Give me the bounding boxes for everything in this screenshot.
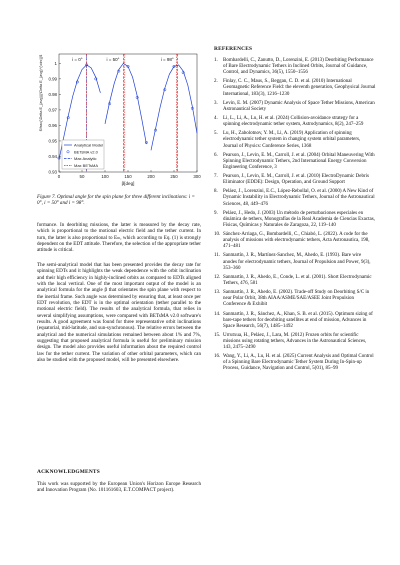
x-tick-label: 100 bbox=[101, 174, 109, 179]
x-tick-label: 150 bbox=[124, 174, 132, 179]
references-list bbox=[214, 58, 376, 376]
reference-number: 16. bbox=[214, 354, 221, 360]
reference-number: 15. bbox=[214, 332, 221, 338]
reference-item bbox=[214, 189, 376, 207]
reference-number: 2. bbox=[214, 79, 218, 85]
y-tick-label: 1 bbox=[54, 60, 57, 66]
reference-number: 6. bbox=[214, 152, 218, 158]
acknowledgments-heading: ACKNOWLEDGMENTS bbox=[37, 469, 100, 475]
reference-item bbox=[214, 354, 376, 372]
inclination-annotation: i = 98° bbox=[160, 57, 174, 62]
reference-item bbox=[214, 58, 376, 76]
reference-text: Bombardelli, C., Zanutto, D., Lorenzini, E. (2013) Deorbiting Performance of Bare Electrodynamic Tethers in Inclined Orbits, Journal of Guidance, Control, and Dynamics, 36(5), 1550–1556 bbox=[223, 58, 374, 76]
legend-label: Analytical Model bbox=[74, 142, 104, 148]
acknowledgments-text: This work was supported by the European Union's Horizon Europe Research and Innovation Program (No. 101161603, E.T.COMPACT project). bbox=[37, 481, 201, 494]
reference-item bbox=[214, 131, 376, 149]
reference-item bbox=[214, 232, 376, 250]
y-tick-label: 0.99 bbox=[48, 76, 57, 82]
reference-item bbox=[214, 253, 376, 271]
reference-text: Levin, E. M. (2007) Dynamic Analysis of Space Tether Missions, American Astronautical Society bbox=[223, 100, 375, 112]
reference-text: Sanmartín, J. R., Ahedo, E., Conde, L. et al. (2001). Short Electrodynamic Tethers, 476, 581 bbox=[223, 274, 372, 286]
paragraph-1: formance. In deorbiting missions, the latter is measured by the decay rate, which is proportional to the motional electric field and the tether current. In turn, the latter is also proportional to Eₘ, which according to Eq. (1) is strongly dependent on the EDT attitude. Therefore, the selection of the appropriate tether attitude is critical. bbox=[37, 222, 201, 254]
reference-number: 3. bbox=[214, 100, 218, 106]
reference-number: 8. bbox=[214, 189, 218, 195]
reference-text: Sánchez-Arriaga, G., Bombardelli, C., Chiabó, L. (2022). A code for the analysis of missions with electrodynamic tethers, Acta Astronautica, 198, 471–481 bbox=[223, 232, 370, 250]
reference-text: Sanmartín, J. R., Martínez-Sanchez, M., Ahedo, E. (1993). Bare wire anodes for electrodynamic tethers, Journal of Propulsion and Power, 9(3), 353–360 bbox=[223, 253, 371, 271]
y-tick-label: 0.96 bbox=[48, 122, 57, 128]
reference-text: Lu, H., Zabolotnov, Y. M., Li, A. (2019) Application of spinning electrodynamic tether system in changing system orbital parameters, Journal of Physics: Conference Series, 1368 bbox=[223, 131, 361, 149]
reference-item bbox=[214, 79, 376, 97]
y-tick-label: 0.93 bbox=[48, 169, 57, 175]
reference-item bbox=[214, 333, 376, 351]
x-tick-label: 50 bbox=[79, 174, 85, 179]
legend-label: Max BETsMA bbox=[74, 162, 99, 168]
x-tick-label: 250 bbox=[170, 174, 178, 179]
reference-text: Finlay, C. C., Maus, S., Beggan, C. D. et al. (2010) International Geomagnetic Reference Field: the eleventh generation, Geophysical Journal International, 183(3), 1216–1230 bbox=[223, 79, 376, 97]
paragraph-2: The semi-analytical model that has been presented provides the decay rate for spinning EDTs and it highlights the weak dependence with the orbit inclination and their high efficiency in highly-inclined orbits as compared to EDTs aligned with the local vertical. One of the most important output of the model is an analytical formula for the angle β that orientates the spin plane with respect to the inertial frame. Such angle was determined by ensuring that, at least once per EDT revolution, the EDT is in the optimal orientation (tether parallel to the motional electric field). The results of the analytical formula, that relies in several simplifying assumptions, were compared with BETsMA v2.0 software's results. A good agreement was found for three representative orbit inclinations (equatorial, mid-latitude, and sun-synchronous). The relative errors between the analytical and the numerical simulations remained between about 1% and 7%, suggesting that proposed analytical formula is useful for preliminary mission design. The model also provides useful information about the required control law for the tether current. The variation of other orbital parameters, which can also be studied with the proposed model, will be presented elsewhere. bbox=[37, 262, 201, 364]
reference-text: Li, L., Li, A., Lu, H. et al. (2024) Collision-avoidance strategy for a spinning electrodynamic tether system, Astrodynamics, 8(2), 247–259 bbox=[223, 116, 364, 128]
reference-text: Urrutxua, H., Peláez, J., Lara, M. (2012) Frozen orbits for scientific missions using rotating tethers, Advances in the Astronautical Sciences, 143, 2475–2490 bbox=[223, 332, 367, 351]
reference-text: Sanmartín, J. R., Sánchez, A., Khan, S. B. et al. (2015). Optimum sizing of bare-tape tethers for deorbiting satellites at end of mission, Advances in Space Research, 56(7), 1485–1492 bbox=[223, 311, 373, 329]
y-axis-label: $\frac{\Delta E_{avg}}{\Delta E_{avg}^{\circ}}$ bbox=[39, 54, 43, 132]
reference-text: Sanmartín, J. R., Ahedo, E. (2002). Trade-off Study on Deorbiting S/C in near Polar Orbit, 38th AIAA/ASME/SAE/ASEE Joint Propulsion Conference & Exhibit bbox=[223, 290, 370, 308]
reference-number: 7. bbox=[214, 174, 218, 180]
plot-area bbox=[39, 54, 201, 186]
reference-item bbox=[214, 101, 376, 113]
series-line bbox=[151, 65, 197, 150]
y-tick-label: 0.98 bbox=[48, 91, 57, 97]
reference-item bbox=[214, 174, 376, 186]
reference-number: 12. bbox=[214, 274, 221, 280]
reference-item bbox=[214, 312, 376, 330]
reference-text: Peláez, J., Hedo, J. (2003) Un método de perturbaciones especiales en dinámica de tethers, Monografías de la Real Academia de Ciencias Exactas, Físicas, Químicas y Naturales de Zaragoza, 22, 119–140 bbox=[223, 210, 375, 228]
x-tick-label: 200 bbox=[147, 174, 155, 179]
reference-text: Peláez, J., Lorenzini, E.C., López-Rebollal, O. et al. (2000) A New Kind of Dynamic Instability in Electrodynamic Tethers, Journal of the Astronautical Sciences, 48, 449–476 bbox=[223, 189, 375, 207]
y-tick-label: 0.97 bbox=[48, 107, 57, 113]
reference-text: Pearson, J., Levin, E. M., Carroll, J. et al. (2010) ElectroDynamic Debris Eliminator (EDDE): Design, Operation, and Ground Support bbox=[223, 174, 369, 186]
y-tick-label: 0.95 bbox=[48, 138, 57, 144]
series-line bbox=[105, 63, 146, 144]
reference-item bbox=[214, 275, 376, 287]
reference-item bbox=[214, 290, 376, 308]
reference-number: 14. bbox=[214, 311, 221, 317]
reference-item bbox=[214, 116, 376, 128]
reference-text: Pearson, J., Levin, E. M., Carroll, J. et al. (2004) Orbital Maneuvering With Spinning Electrodynamic Tethers, 2nd International Energy Conversion Engineering Conference, 3 bbox=[223, 152, 375, 170]
reference-item bbox=[214, 211, 376, 229]
reference-item bbox=[214, 153, 376, 171]
legend-label: BETsMA v2.0 bbox=[74, 149, 98, 155]
reference-number: 4. bbox=[214, 116, 218, 122]
x-tick-label: 0 bbox=[57, 174, 61, 179]
figure-caption: Figure 7. Optimal angle for the spin plane for three different inclinations: i = 0°, i = 50° and i = 98°. bbox=[37, 194, 195, 207]
reference-number: 13. bbox=[214, 290, 221, 296]
inclination-annotation: i = 0° bbox=[72, 57, 83, 62]
x-axis-label: β[deg] bbox=[121, 181, 135, 186]
reference-number: 5. bbox=[214, 131, 218, 137]
reference-number: 11. bbox=[214, 253, 221, 259]
x-tick-label: 300 bbox=[193, 174, 201, 179]
references-heading: REFERENCES bbox=[214, 46, 253, 52]
reference-text: Wang, Y., Li, A., Lu, H. et al. (2025) Current Analysis and Optimal Control of a Spinning Bare Electrodynamic Tether System During In-Spin-up Process, Guidance, Navigation and Control, 5(01), 85–99 bbox=[223, 354, 374, 372]
y-tick-label: 0.94 bbox=[48, 153, 57, 159]
legend-label: Max Analytic bbox=[74, 156, 97, 162]
reference-number: 1. bbox=[214, 58, 218, 63]
reference-number: 9. bbox=[214, 210, 218, 216]
figure-7-chart bbox=[37, 48, 201, 196]
inclination-annotation: i = 50° bbox=[106, 57, 120, 62]
reference-number: 10. bbox=[214, 232, 221, 238]
